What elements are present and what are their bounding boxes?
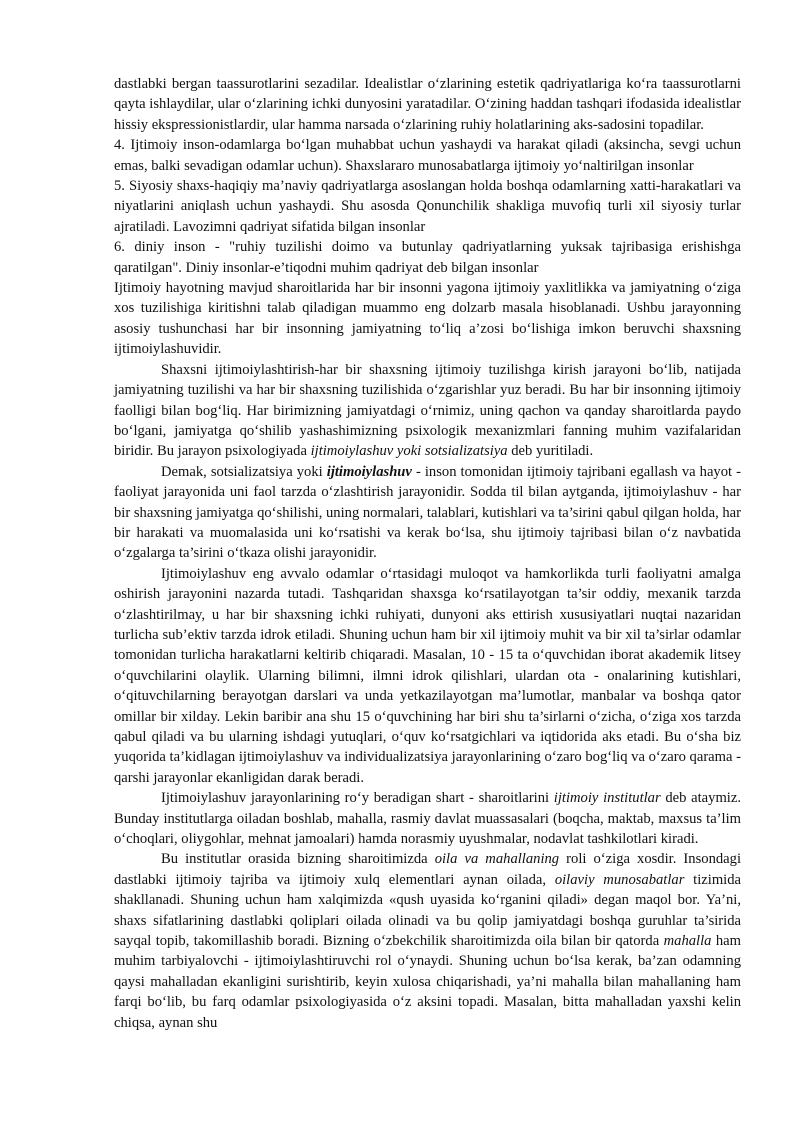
bold-italic-text: ijtimoiylashuv xyxy=(326,463,412,480)
text-run: Ijtimoiylashuv eng avvalo odamlar o‘rtasidagi muloqot va hamkorlikda turli faoliyatni amalga oshirish jarayonini nazarda tutadi. Tashqaridan shaxsga ko‘rsatilayotgan ta’sir oddiy, mexanik tarzda o‘zlashtirilmay, u har bir shaxsning ichki ruhiyati, dunyoni aks ettirish xususiyatlari nuqtai nazaridan turlicha sub’ektiv tarzda idrok etiladi. Shuning uchun ham bir xil ijtimoiy muhit va bir xil ta’sirlar odamlar tomonidan turlicha harakatlarni keltirib chiqaradi. Masalan, 10 - 15 ta o‘quvchidan iborat akademik litsey o‘quvchilarini olaylik. Ularning bilimni, ilmni idrok qilishlari, ulardan ota - onalarining kutishlari, o‘qituvchilarning berayotgan darslari va unda yetkazilayotgan ma’lumotlar, manbalar va boshqa qator omillar bir xilday. Lekin baribir ana shu 15 o‘quvchining har biri shu ta’sirlarni o‘zicha, o‘ziga xos tarzda qabul qiladi va bu ularning ishdagi yutuqlari, o‘quv ko‘rsatgichlari va iqtidorida aks etadi. Bu o‘sha biz yuqorida ta’kidlagan ijtimoiylashuv va individualizatsiya jarayonlarining o‘zaro bog‘liq va o‘zaro qarama - qarshi jarayonlar ekanligidan darak beradi. xyxy=(114,565,741,786)
paragraph xyxy=(114,278,741,360)
paragraph xyxy=(114,462,741,564)
italic-text: oilaviy munosabatlar xyxy=(554,871,685,888)
text-run: deb ataymiz. Bunday institutlarga oiladan boshlab, mahalla, rasmiy davlat muassasalari (boqcha, maktab, maxsus ta’lim o‘choqlari, oliygohlar, mehnat jamoalari) hamda norasmiy uyushmalar, nodavlat tashkilotlari kiradi. xyxy=(114,790,741,848)
text-run: deb yuritiladi. xyxy=(507,443,594,460)
paragraph xyxy=(114,135,741,176)
text-run: 4. Ijtimoiy inson-odamlarga bo‘lgan muhabbat uchun yashaydi va harakat qiladi (aksincha, sevgi uchun emas, balki sevadigan odamlar uchun). Shaxslararo munosabatlarga ijtimoiy yo‘naltirilgan insonlar xyxy=(114,137,741,174)
text-run: tizimida shakllanadi. Shuning uchun ham xalqimizda «qush uyasida ko‘rganini qiladi» degan maqol bor. Ya’ni, shaxs sifatlarining dastlabki qoliplari oilada olinadi va bu qolip jamiyatdagi boshqa guruhlar ta’sirida sayqal topib, takomillashib boradi. Bizning o‘zbekchilik sharoitimizda oila bilan bir qatorda xyxy=(114,871,741,950)
paragraph xyxy=(114,74,741,135)
text-run: Bu institutlar orasida bizning sharoitimizda xyxy=(161,851,435,868)
text-run: Ijtimoiy hayotning mavjud sharoitlarida har bir insonni yagona ijtimoiy yaxlitlikka va jamiyatning o‘ziga xos tuzilishiga kiritishni talab qiladigan muammo eng dolzarb masala hisoblanadi. Ushbu jarayonning asosiy tushunchasi har bir insonning jamiyatning to‘liq a’zosi bo‘lishiga imkon beruvchi shaxsning ijtimoiylashuvidir. xyxy=(114,280,741,358)
text-run: roli o‘ziga xosdir. Insondagi dastlabki ijtimoiy tajriba va ijtimoiy xulq elementlari aynan oilada, xyxy=(114,851,741,888)
text-run: - inson tomonidan ijtimoiy tajribani egallash va hayot - faoliyat jarayonida uni faol tarzda o‘zlashtirish jarayonidir. Sodda til bilan aytganda, ijtimoiylashuv - har bir shaxsning jamiyatga qo‘shilishi, uning normalari, talablari, kutishlari va ta’sirini qabul qilgan holda, har bir harakati va muomalasida uni ko‘rsatishi va kerak bo‘lsa, shu ijtimoiy tajribasi bilan o‘z navbatida o‘zgalarga ta’sirini o‘tkaza olishi jarayonidir. xyxy=(114,463,741,562)
text-run: Shaxsni ijtimoiylashtirish-har bir shaxsning ijtimoiy tuzilishga kirish jarayoni bo‘lib, natijada jamiyatning tuzilishi va har bir shaxsning tuzilishida o‘zgarishlar yuz beradi. Bu har bir insonning ijtimoiy faolligi bilan bog‘liq. Har birimizning jamiyatdagi o‘rnimiz, uning qachon va qanday sharoitlarda paydo bo‘lgani, jamiyatga qo‘shilib yashashimizning psixologik mexanizmlari fanning muhim vazifalaridan biridir. Bu jarayon psixologiyada xyxy=(114,361,741,460)
italic-text: ijtimoiy institutlar xyxy=(553,790,661,807)
text-run: 5. Siyosiy shaxs-haqiqiy ma’naviy qadriyatlarga asoslangan holda boshqa odamlarning xatti-harakatlari va niyatlarini aniqlash uchun yashaydi. Shu asosda Qonunchilik shakliga muvofiq turli xil siyosiy turlar ajratiladi. Lavozimni qadriyat sifatida bilgan insonlar xyxy=(114,178,741,235)
text-run: dastlabki bergan taassurotlarini sezadilar. Idealistlar o‘zlarining estetik qadriyatlariga ko‘ra taassurotlarni qayta ishlaydilar, ular o‘zlarining ichki dunyosini yaratadilar. O‘zining haddan tashqari ifodasida idealistlar hissiy ekspressionistlardir, ular hamma narsada o‘zlarining ruhiy holatlarining aks-sadosini topadilar. xyxy=(114,76,741,133)
paragraph xyxy=(114,237,741,278)
text-run: 6. diniy inson - "ruhiy tuzilishi doimo va butunlay qadriyatlarning yuksak tajribasiga erishishga qaratilgan". Diniy insonlar-e’tiqodni muhim qadriyat deb bilgan insonlar xyxy=(114,239,741,276)
paragraph xyxy=(114,564,741,788)
paragraph xyxy=(114,360,741,462)
italic-text: ijtimoiylashuv yoki sotsializatsiya xyxy=(310,443,508,460)
italic-text: mahalla xyxy=(663,933,712,950)
text-run: Ijtimoiylashuv jarayonlarining ro‘y beradigan shart - sharoitlarini xyxy=(161,790,554,807)
document-page xyxy=(114,74,741,1033)
paragraph xyxy=(114,849,741,1033)
text-run: Demak, sotsializatsiya yoki xyxy=(161,463,327,480)
text-run: ham muhim tarbiyalovchi - ijtimoiylashtiruvchi rol o‘ynaydi. Shuning uchun bo‘lsa kerak, ba’zan odamning qaysi mahalladan ekanligini surishtirib, keyin xulosa chiqarishadi, ya’ni mahalla bilan mahallaning ham farqi bo‘lib, bu farq odamlar psixologiyasida o‘z aksini topadi. Masalan, bitta mahalladan yaxshi kelin chiqsa, aynan shu xyxy=(114,933,742,1031)
italic-text: oila va mahallaning xyxy=(434,851,560,868)
paragraph xyxy=(114,788,741,849)
bold-text xyxy=(327,464,412,480)
paragraph xyxy=(114,176,741,237)
